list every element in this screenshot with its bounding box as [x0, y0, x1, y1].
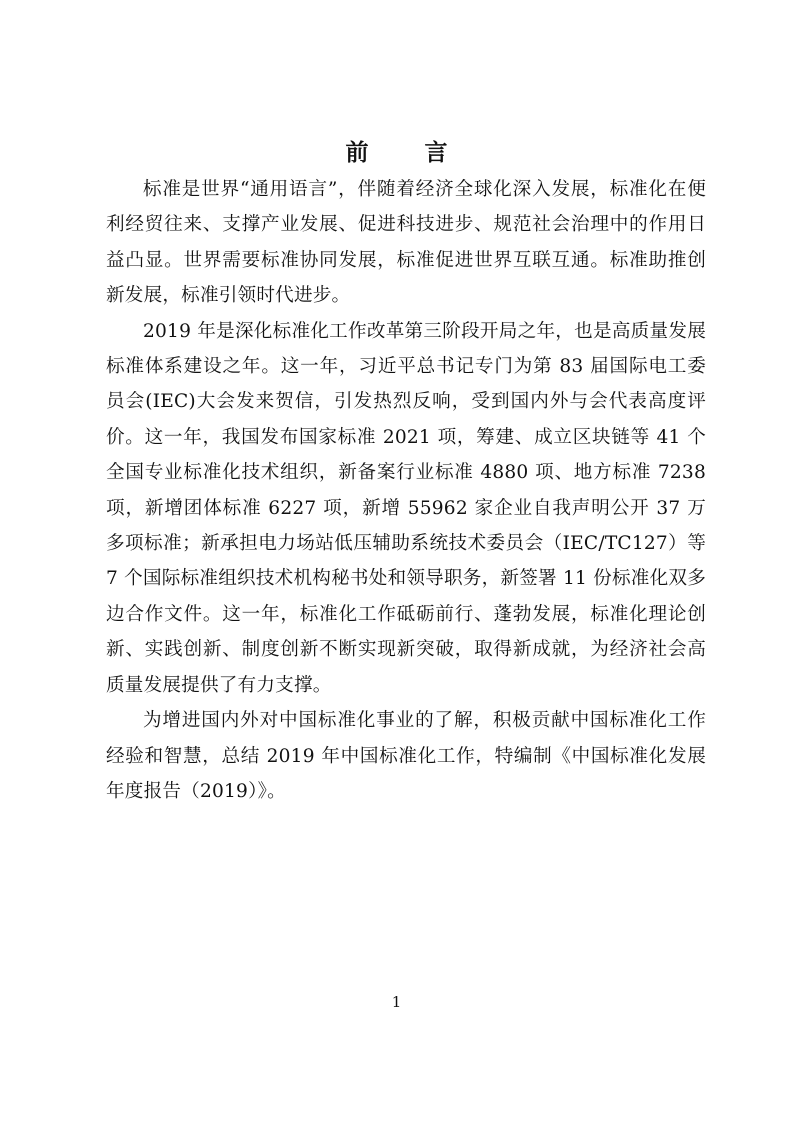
body-text	[106, 172, 706, 809]
paragraph-2019-summary: 2019 年是深化标准化工作改革第三阶段开局之年，也是高质量发展标准体系建设之年。这一年，习近平总书记专门为第 83 届国际电工委员会(IEC)大会发来贺信，引发热烈反响，受到国内外与会代表高度评价。这一年，我国发布国家标准 2021 项，筹建、成立区块链等 41 个全国专业标准化技术组织，新备案行业标准 4880 项、地方标准 7238 项，新增团体标准 6227 项，新增 55962 家企业自我声明公开 37 万多项标准；新承担电力场站低压辅助系统技术委员会（IEC/TC127）等 7 个国际标准组织技术机构秘书处和领导职务，新签署 11 份标准化双多边合作文件。这一年，标准化工作砥砺前行、蓬勃发展，标准化理论创新、实践创新、制度创新不断实现新突破，取得新成就，为经济社会高质量发展提供了有力支撑。	[106, 320, 706, 696]
page-title: 前 言	[345, 139, 472, 166]
paragraph-intro: 标准是世界“通用语言”，伴随着经济全球化深入发展，标准化在便利经贸往来、支撑产业发展、促进科技进步、规范社会治理中的作用日益凸显。世界需要标准协同发展，标准促进世界互联互通。标准助推创新发展，标准引领时代进步。	[106, 179, 706, 307]
paragraph-purpose: 为增进国内外对中国标准化事业的了解，积极贡献中国标准化工作经验和智慧，总结 2019 年中国标准化工作，特编制《中国标准化发展年度报告（2019）》。	[106, 710, 706, 802]
page-number: 1	[391, 993, 402, 1011]
